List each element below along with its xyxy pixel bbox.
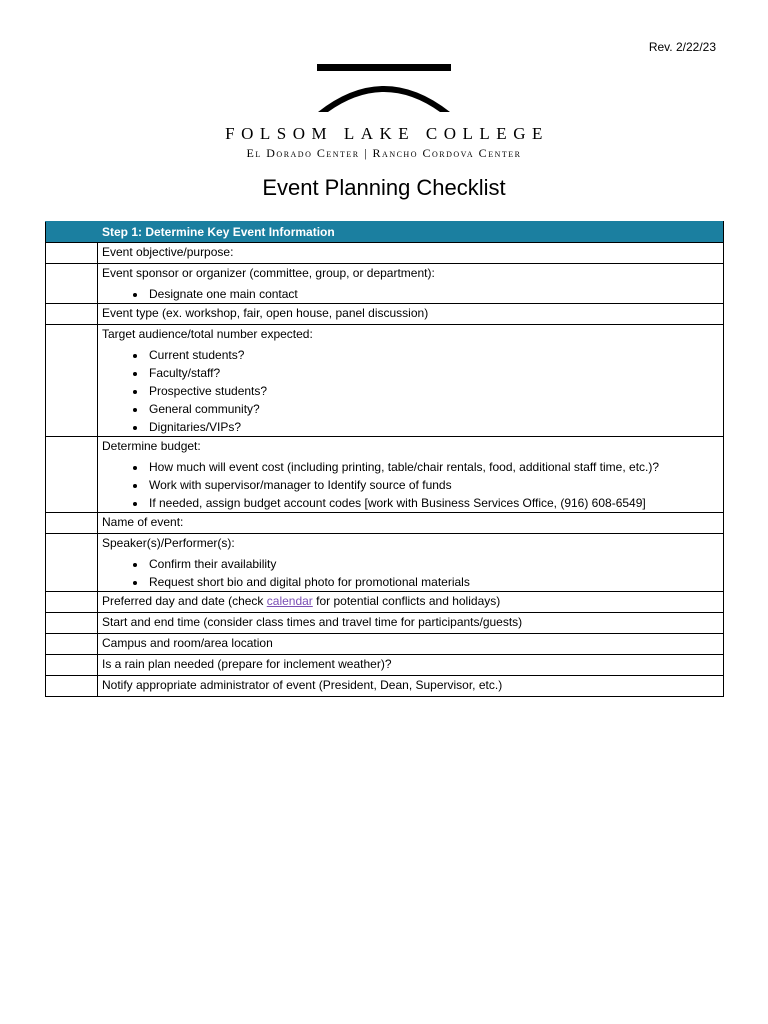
item-text: Is a rain plan needed (prepare for inclement weather)? [102,657,392,671]
checklist-table [45,221,724,697]
item-cell [98,304,724,325]
check-cell[interactable] [46,634,98,655]
item-text: Start and end time (consider class times and travel time for participants/guests) [102,615,523,629]
step-header: Step 1: Determine Key Event Information [98,222,724,243]
list-item: • Current students? [147,346,719,364]
item-cell [98,613,724,634]
list-item: • Work with supervisor/manager to Identify source of funds [147,476,719,494]
bullet-list [102,285,719,303]
item-text: Target audience/total number expected: [102,327,313,341]
list-item: • How much will event cost (including printing, table/chair rentals, food, additional staff time, etc.)? [147,458,719,476]
step-header-row [46,222,724,243]
item-cell [98,655,724,676]
item-text-part: Preferred day and date (check [102,594,267,608]
list-item: • If needed, assign budget account codes [work with Business Services Office, (916) 608-6549] [147,494,719,512]
table-row [46,613,724,634]
check-cell[interactable] [46,676,98,697]
item-text: Event objective/purpose: [102,245,234,259]
list-item: • Designate one main contact [147,285,719,303]
item-text [102,592,719,612]
item-cell [98,437,724,513]
list-item: • Faculty/staff? [147,364,719,382]
college-name: FOLSOM LAKE COLLEGE [225,124,549,143]
table-row [46,534,724,592]
table-row [46,437,724,513]
check-cell[interactable] [46,325,98,437]
list-item: • Request short bio and digital photo for promotional materials [147,573,719,591]
table-row [46,325,724,437]
item-cell [98,634,724,655]
list-item: • General community? [147,400,719,418]
bullet-list [102,346,719,436]
item-cell [98,325,724,437]
table-row [46,592,724,613]
check-cell[interactable] [46,513,98,534]
check-cell[interactable] [46,243,98,264]
table-row [46,513,724,534]
bullet-list [102,458,719,512]
list-item: • Confirm their availability [147,555,719,573]
item-text: Event sponsor or organizer (committee, group, or department): [102,266,435,280]
bridge-arch-icon [314,64,454,114]
check-cell[interactable] [46,264,98,304]
table-row [46,634,724,655]
item-text: Notify appropriate administrator of event (President, Dean, Supervisor, etc.) [102,678,503,692]
check-cell[interactable] [46,437,98,513]
check-cell[interactable] [46,534,98,592]
check-cell[interactable] [46,592,98,613]
item-cell [98,592,724,613]
college-subtitle: El Dorado Center | Rancho Cordova Center [246,146,522,160]
table-row [46,243,724,264]
item-text: Event type (ex. workshop, fair, open house, panel discussion) [102,306,429,320]
bullet-list [102,555,719,591]
list-item: • Dignitaries/VIPs? [147,418,719,436]
item-text-part: for potential conflicts and holidays) [312,594,501,608]
check-cell [46,222,98,243]
item-text: Name of event: [102,515,184,529]
item-text: Determine budget: [102,439,201,453]
item-text: Speaker(s)/Performer(s): [102,536,235,550]
list-item: • Prospective students? [147,382,719,400]
item-cell [98,513,724,534]
item-cell [98,264,724,304]
item-text: Campus and room/area location [102,636,273,650]
calendar-link[interactable]: calendar [266,594,313,608]
table-row [46,304,724,325]
college-logo [0,64,768,114]
item-cell [98,243,724,264]
check-cell[interactable] [46,304,98,325]
item-cell [98,534,724,592]
check-cell[interactable] [46,655,98,676]
page-title: Event Planning Checklist [262,175,506,200]
revision-date: Rev. 2/22/23 [648,40,716,54]
table-row [46,655,724,676]
table-row [46,676,724,697]
table-row [46,264,724,304]
item-cell [98,676,724,697]
check-cell[interactable] [46,613,98,634]
